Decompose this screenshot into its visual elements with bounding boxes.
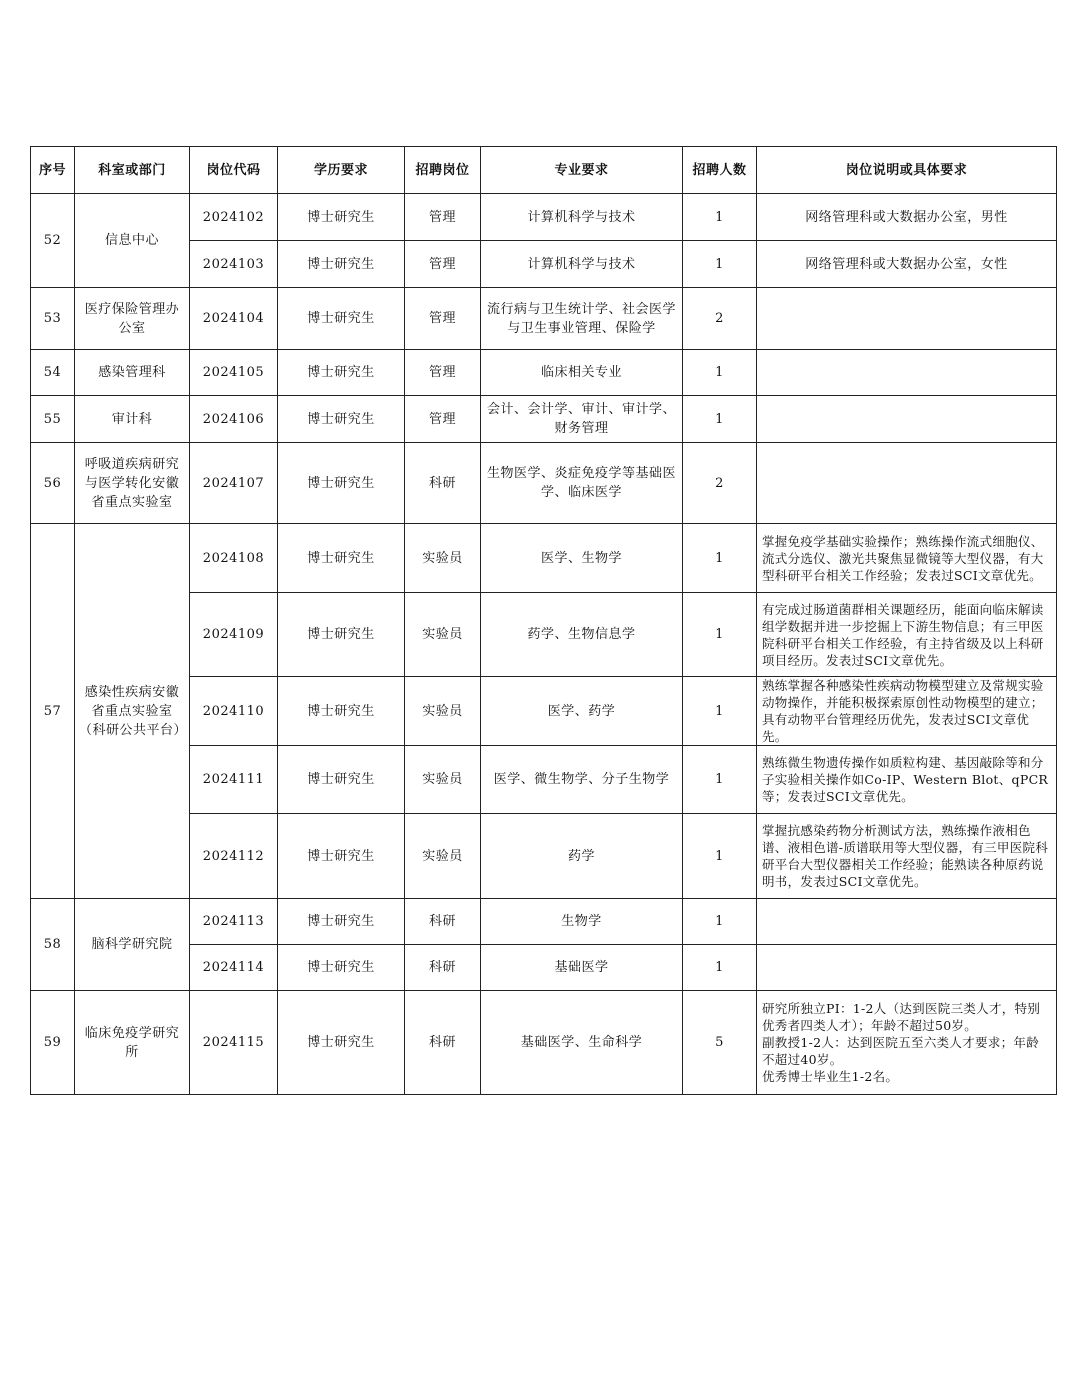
row-dept: 脑科学研究院 bbox=[75, 899, 190, 991]
row-dept: 呼吸道疾病研究与医学转化安徽省重点实验室 bbox=[75, 443, 190, 524]
row-major: 会计、会计学、审计、审计学、财务管理 bbox=[481, 396, 683, 443]
row-count: 1 bbox=[683, 899, 757, 945]
row-education: 博士研究生 bbox=[278, 814, 405, 899]
header-dept: 科室或部门 bbox=[75, 147, 190, 194]
table-row bbox=[31, 194, 1057, 241]
row-count: 2 bbox=[683, 443, 757, 524]
row-major: 医学、生物学 bbox=[481, 524, 683, 593]
row-education: 博士研究生 bbox=[278, 899, 405, 945]
row-description: 熟练掌握各种感染性疾病动物模型建立及常规实验动物操作，并能积极探索原创性动物模型的建立；具有动物平台管理经历优先，发表过SCI文章优先。 bbox=[757, 677, 1057, 746]
row-no: 53 bbox=[31, 288, 75, 350]
row-code: 2024110 bbox=[190, 677, 278, 746]
row-description bbox=[757, 350, 1057, 396]
row-code: 2024107 bbox=[190, 443, 278, 524]
row-post: 科研 bbox=[405, 443, 481, 524]
header-education: 学历要求 bbox=[278, 147, 405, 194]
row-code: 2024114 bbox=[190, 945, 278, 991]
row-post: 管理 bbox=[405, 241, 481, 288]
header-post: 招聘岗位 bbox=[405, 147, 481, 194]
row-post: 科研 bbox=[405, 899, 481, 945]
row-count: 5 bbox=[683, 991, 757, 1095]
row-post: 科研 bbox=[405, 991, 481, 1095]
row-code: 2024111 bbox=[190, 746, 278, 814]
row-post: 管理 bbox=[405, 396, 481, 443]
row-major: 药学 bbox=[481, 814, 683, 899]
table-row bbox=[31, 899, 1057, 945]
row-description: 网络管理科或大数据办公室，男性 bbox=[757, 194, 1057, 241]
row-count: 1 bbox=[683, 593, 757, 677]
row-code: 2024106 bbox=[190, 396, 278, 443]
row-major: 临床相关专业 bbox=[481, 350, 683, 396]
row-description: 熟练微生物遗传操作如质粒构建、基因敲除等和分子实验相关操作如Co-IP、Western Blot、qPCR等；发表过SCI文章优先。 bbox=[757, 746, 1057, 814]
row-post: 管理 bbox=[405, 350, 481, 396]
row-description: 网络管理科或大数据办公室，女性 bbox=[757, 241, 1057, 288]
row-count: 1 bbox=[683, 194, 757, 241]
row-major: 计算机科学与技术 bbox=[481, 241, 683, 288]
row-code: 2024102 bbox=[190, 194, 278, 241]
row-education: 博士研究生 bbox=[278, 350, 405, 396]
row-education: 博士研究生 bbox=[278, 991, 405, 1095]
row-description bbox=[757, 443, 1057, 524]
row-education: 博士研究生 bbox=[278, 194, 405, 241]
description-line: 研究所独立PI：1-2人（达到医院三类人才，特别优秀者四类人才）；年龄不超过50岁。 bbox=[762, 1001, 1041, 1033]
row-post: 管理 bbox=[405, 288, 481, 350]
row-no: 58 bbox=[31, 899, 75, 991]
row-count: 1 bbox=[683, 524, 757, 593]
description-line: 优秀博士毕业生1-2名。 bbox=[762, 1069, 899, 1084]
row-no: 59 bbox=[31, 991, 75, 1095]
row-description bbox=[757, 945, 1057, 991]
row-education: 博士研究生 bbox=[278, 241, 405, 288]
row-description: 有完成过肠道菌群相关课题经历，能面向临床解读组学数据并进一步挖掘上下游生物信息；有三甲医院科研平台相关工作经验，有主持省级及以上科研项目经历。发表过SCI文章优先。 bbox=[757, 593, 1057, 677]
row-major: 计算机科学与技术 bbox=[481, 194, 683, 241]
row-count: 1 bbox=[683, 396, 757, 443]
row-dept: 感染管理科 bbox=[75, 350, 190, 396]
description-line: 副教授1-2人：达到医院五至六类人才要求；年龄不超过40岁。 bbox=[762, 1035, 1040, 1067]
row-education: 博士研究生 bbox=[278, 524, 405, 593]
row-dept: 临床免疫学研究所 bbox=[75, 991, 190, 1095]
header-count: 招聘人数 bbox=[683, 147, 757, 194]
row-code: 2024104 bbox=[190, 288, 278, 350]
row-no: 55 bbox=[31, 396, 75, 443]
table-row bbox=[31, 396, 1057, 443]
row-description bbox=[757, 991, 1057, 1095]
row-count: 1 bbox=[683, 350, 757, 396]
row-major: 医学、药学 bbox=[481, 677, 683, 746]
row-education: 博士研究生 bbox=[278, 746, 405, 814]
row-dept: 医疗保险管理办公室 bbox=[75, 288, 190, 350]
row-post: 实验员 bbox=[405, 524, 481, 593]
row-education: 博士研究生 bbox=[278, 593, 405, 677]
header-major: 专业要求 bbox=[481, 147, 683, 194]
table-row bbox=[31, 443, 1057, 524]
header-code: 岗位代码 bbox=[190, 147, 278, 194]
row-description bbox=[757, 288, 1057, 350]
row-description bbox=[757, 899, 1057, 945]
row-major: 药学、生物信息学 bbox=[481, 593, 683, 677]
row-count: 2 bbox=[683, 288, 757, 350]
header-description: 岗位说明或具体要求 bbox=[757, 147, 1057, 194]
recruitment-table bbox=[30, 146, 1057, 1095]
row-code: 2024109 bbox=[190, 593, 278, 677]
row-count: 1 bbox=[683, 746, 757, 814]
row-code: 2024105 bbox=[190, 350, 278, 396]
table-row bbox=[31, 288, 1057, 350]
row-no: 54 bbox=[31, 350, 75, 396]
row-post: 实验员 bbox=[405, 814, 481, 899]
row-count: 1 bbox=[683, 241, 757, 288]
row-post: 实验员 bbox=[405, 677, 481, 746]
row-education: 博士研究生 bbox=[278, 443, 405, 524]
row-education: 博士研究生 bbox=[278, 288, 405, 350]
row-major: 生物学 bbox=[481, 899, 683, 945]
table-row bbox=[31, 524, 1057, 593]
row-no: 57 bbox=[31, 524, 75, 899]
row-education: 博士研究生 bbox=[278, 677, 405, 746]
row-code: 2024115 bbox=[190, 991, 278, 1095]
row-count: 1 bbox=[683, 814, 757, 899]
row-major: 医学、微生物学、分子生物学 bbox=[481, 746, 683, 814]
row-major: 基础医学、生命科学 bbox=[481, 991, 683, 1095]
row-no: 52 bbox=[31, 194, 75, 288]
row-code: 2024113 bbox=[190, 899, 278, 945]
row-count: 1 bbox=[683, 945, 757, 991]
row-post: 科研 bbox=[405, 945, 481, 991]
row-description: 掌握抗感染药物分析测试方法，熟练操作液相色谱、液相色谱-质谱联用等大型仪器，有三甲医院科研平台大型仪器相关工作经验；能熟读各种原药说明书，发表过SCI文章优先。 bbox=[757, 814, 1057, 899]
row-code: 2024108 bbox=[190, 524, 278, 593]
row-dept: 审计科 bbox=[75, 396, 190, 443]
table-row bbox=[31, 991, 1057, 1095]
row-major: 生物医学、炎症免疫学等基础医学、临床医学 bbox=[481, 443, 683, 524]
row-code: 2024112 bbox=[190, 814, 278, 899]
row-post: 管理 bbox=[405, 194, 481, 241]
row-description bbox=[757, 396, 1057, 443]
row-major: 基础医学 bbox=[481, 945, 683, 991]
row-code: 2024103 bbox=[190, 241, 278, 288]
row-count: 1 bbox=[683, 677, 757, 746]
header-row bbox=[31, 147, 1057, 194]
row-major: 流行病与卫生统计学、社会医学与卫生事业管理、保险学 bbox=[481, 288, 683, 350]
row-dept: 信息中心 bbox=[75, 194, 190, 288]
row-education: 博士研究生 bbox=[278, 945, 405, 991]
row-post: 实验员 bbox=[405, 593, 481, 677]
header-no: 序号 bbox=[31, 147, 75, 194]
row-no: 56 bbox=[31, 443, 75, 524]
row-education: 博士研究生 bbox=[278, 396, 405, 443]
row-dept: 感染性疾病安徽省重点实验室（科研公共平台） bbox=[75, 524, 190, 899]
row-post: 实验员 bbox=[405, 746, 481, 814]
table-row bbox=[31, 350, 1057, 396]
row-description: 掌握免疫学基础实验操作；熟练操作流式细胞仪、流式分选仪、激光共聚焦显微镜等大型仪器，有大型科研平台相关工作经验；发表过SCI文章优先。 bbox=[757, 524, 1057, 593]
